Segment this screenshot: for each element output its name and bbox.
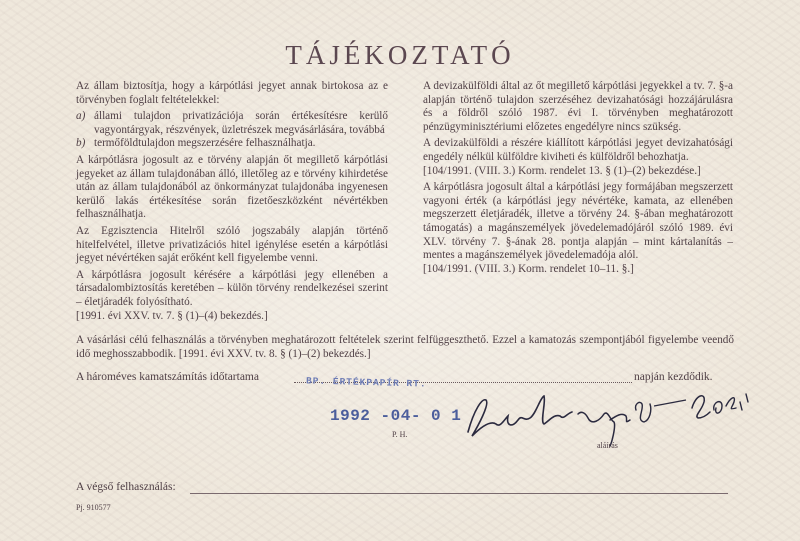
- seal-place-label: P. H.: [392, 430, 408, 439]
- left-paragraph-4-reference: [1991. évi XXV. tv. 7. § (1)–(4) bekezdés.]: [76, 309, 268, 322]
- right-paragraph-3-reference: [104/1991. (VIII. 3.) Korm. rendelet 10–11. §.]: [423, 262, 634, 275]
- list-item-b: [76, 137, 388, 151]
- left-paragraph-4: A kárpótlásra jogosult kérésére a kárpótlási jegy ellenében a társadalombiztosítás keretében – külön törvény rendelkezései szerint – életjáradék folyósítható.: [76, 268, 388, 308]
- right-paragraph-3: A kárpótlásra jogosult által a kárpótlási jegy formájában megszerzett vagyoni érték (a kárpótlási jegy névértéke, kamata, az ellenében megszerzett életjáradék, illetve a törvény 24. §-ában meghatározott támogatás) a magánszemélyek jövedelemadójáról szóló 1989. évi XLV. törvény 7. §-ának 28. pontja alapján – mint kártalanítás – mentes a magánszemélyek jövedelemadója alól.: [423, 181, 733, 262]
- left-column: [76, 80, 388, 326]
- right-paragraph-2-reference: [104/1991. (VIII. 3.) Korm. rendelet 13. § (1)–(2) bekezdése.]: [423, 164, 701, 177]
- right-paragraph-2: A devizakülföldi a részére kiállított kárpótlási jegyet devizahatósági engedély nélkül külföldre kiviheti és külföldről behozhatja.: [423, 137, 733, 163]
- item-a-marker: a): [76, 110, 86, 123]
- interest-period-label: A hároméves kamatszámítás időtartama: [76, 371, 259, 383]
- final-use-line: [190, 493, 728, 494]
- item-a-text: állami tulajdon privatizációja során értékesítésre kerülő vagyontárgyak, részvények, üzletrészek megvásárlására, továbbá: [94, 110, 388, 136]
- company-stamp: BP. ÉRTÉKPAPÍR RT.: [305, 375, 427, 390]
- final-use-label: A végső felhasználás:: [76, 481, 176, 493]
- handwritten-signature: [460, 380, 760, 450]
- list-item-a: [76, 110, 388, 137]
- right-paragraph-1: A devizakülföldi által az őt megillető kárpótlási jegyekkel a tv. 7. §-a alapján történő tulajdon szerzéséhez devizahatósági hozzájárulásra és a földről szóló 1987. évi I. törvényben meghatározott pénzügyminisztériumi előzetes engedélyre nincs szükség.: [423, 80, 733, 133]
- suspension-paragraph: A vásárlási célú felhasználás a törvényben meghatározott feltételek szerint felfüggeszthető. Ezzel a kamatozás szempontjából figyelembe veendő idő meghosszabbodik. [1991. évi XXV. tv. 8. § (1)–(2) bekezdés.]: [76, 334, 734, 360]
- print-code: Pj. 910577: [76, 503, 111, 512]
- left-paragraph-2: A kárpótlásra jogosult az e törvény alapján őt megillető kárpótlási jegyeket az állam tulajdonában álló, illetőleg az e törvény kihirdetése után az állam tulajdonából az önkormányzat tulajdonába ingyenesen kerülő lakás értékesítése során fizetőeszközként névértékben felhasználhatja.: [76, 153, 388, 221]
- left-paragraph-3: Az Egzisztencia Hitelről szóló jogszabály alapján történő hitelfelvétel, illetve privatizációs hitel igénylése esetén a kárpótlási jegyet névértéken saját erőként kell figyelembe venni.: [76, 224, 388, 265]
- date-stamp: 1992 -04- 0 1: [330, 407, 462, 425]
- page-title: TÁJÉKOZTATÓ: [285, 40, 515, 70]
- signature-label: aláírás: [597, 441, 618, 450]
- item-b-text: termőföldtulajdon megszerzésére felhasználhatja.: [94, 137, 316, 150]
- right-column: [423, 80, 733, 279]
- intro-paragraph: Az állam biztosítja, hogy a kárpótlási jegyet annak birtokosa az e törvényben foglalt feltételekkel:: [76, 80, 388, 106]
- interest-start-suffix: napján kezdődik.: [634, 371, 713, 383]
- item-b-marker: b): [76, 137, 86, 150]
